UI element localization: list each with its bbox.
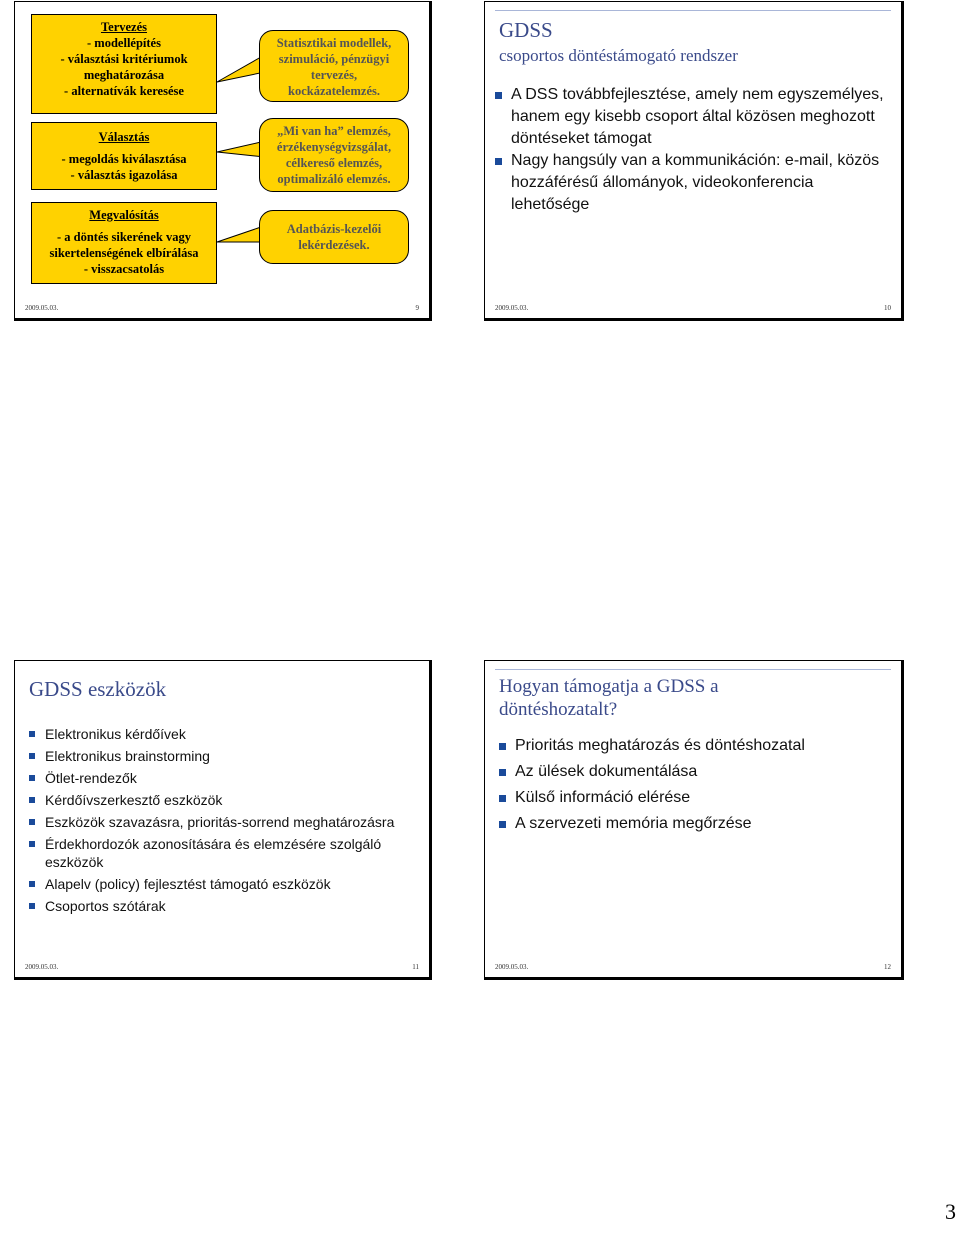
bullet-square-icon xyxy=(29,903,35,909)
slide-date: 2009.05.03. xyxy=(495,304,529,312)
callout-line: kockázatelemzés. xyxy=(288,84,380,98)
bullet-text: A DSS továbbfejlesztése, amely nem egyszemélyes, hanem egy kisebb csoport által közösen meghozott döntéseket támogat xyxy=(511,86,884,147)
list-item xyxy=(27,813,407,831)
callout-what-if xyxy=(259,118,409,192)
bullet-square-icon xyxy=(29,819,35,825)
bullet-text: Elektronikus brainstorming xyxy=(45,748,210,764)
bullet-square-icon xyxy=(499,769,506,776)
list-item xyxy=(27,747,407,765)
bullet-list xyxy=(497,735,887,839)
bullet-list xyxy=(493,84,888,216)
bullet-square-icon xyxy=(495,158,502,165)
slide-12 xyxy=(484,660,904,980)
callout-line: Adatbázis-kezelői xyxy=(286,222,382,236)
bullet-square-icon xyxy=(29,731,35,737)
planning-heading: Tervezés xyxy=(100,20,148,34)
callout-database xyxy=(259,210,409,264)
bullet-text: Alapelv (policy) fejlesztést támogató eszközök xyxy=(45,876,331,892)
planning-line: - választási kritériumok xyxy=(60,52,188,66)
bullet-square-icon xyxy=(499,821,506,828)
bullet-text: Csoportos szótárak xyxy=(45,898,166,914)
bullet-text: Ötlet-rendezők xyxy=(45,770,137,786)
bullet-square-icon xyxy=(29,775,35,781)
bullet-text: Elektronikus kérdőívek xyxy=(45,726,186,742)
callout-line: érzékenységvizsgálat, xyxy=(276,140,392,154)
bullet-square-icon xyxy=(29,797,35,803)
callout-line: optimalizáló elemzés. xyxy=(277,172,391,186)
callout-statistics xyxy=(259,30,409,102)
bullet-text: Külső információ elérése xyxy=(515,789,691,806)
list-item xyxy=(497,787,887,809)
choice-line: - megoldás kiválasztása xyxy=(61,152,187,166)
slide-subtitle: csoportos döntéstámogató rendszer xyxy=(499,46,738,65)
list-item xyxy=(27,897,407,915)
list-item xyxy=(493,150,888,216)
bullet-square-icon xyxy=(29,753,35,759)
bullet-list xyxy=(27,725,407,919)
callout-line: tervezés, xyxy=(310,68,358,82)
list-item xyxy=(27,769,407,787)
callout-line: Statisztikai modellek, xyxy=(276,36,392,50)
title-rule xyxy=(495,669,891,670)
slide-number: 11 xyxy=(412,963,419,971)
slide-date: 2009.05.03. xyxy=(495,963,529,971)
implementation-line: - visszacsatolás xyxy=(83,262,165,276)
bullet-square-icon xyxy=(495,92,502,99)
slide-10 xyxy=(484,1,904,321)
list-item xyxy=(27,725,407,743)
bullet-text: A szervezeti memória megőrzése xyxy=(515,815,752,832)
list-item xyxy=(27,835,407,871)
slide-number: 9 xyxy=(415,304,419,312)
callout-line: célkereső elemzés, xyxy=(285,156,383,170)
slide-date: 2009.05.03. xyxy=(25,304,59,312)
list-item xyxy=(27,791,407,809)
slide-9 xyxy=(14,1,432,321)
callout-line: szimuláció, pénzügyi xyxy=(278,52,390,66)
page-number: 3 xyxy=(945,1199,956,1224)
bullet-text: Nagy hangsúly van a kommunikáción: e-mail, közös hozzáférésű állományok, videokonferencia lehetősége xyxy=(511,152,880,213)
callout-line: lekérdezések. xyxy=(298,238,370,252)
bullet-square-icon xyxy=(499,743,506,750)
bullet-square-icon xyxy=(29,841,35,847)
bullet-text: Prioritás meghatározás és döntéshozatal xyxy=(515,737,805,754)
planning-line: - alternatívák keresése xyxy=(64,84,184,98)
planning-line: meghatározása xyxy=(83,68,165,82)
implementation-line: sikertelenségének elbírálása xyxy=(49,246,199,260)
planning-line: - modellépítés xyxy=(87,36,161,50)
list-item xyxy=(497,813,887,835)
title-rule xyxy=(495,10,891,11)
choice-heading: Választás xyxy=(98,130,150,144)
slide-title: GDSS eszközök xyxy=(29,677,167,701)
bullet-square-icon xyxy=(29,881,35,887)
bullet-square-icon xyxy=(499,795,506,802)
implementation-heading: Megvalósítás xyxy=(89,208,159,222)
slide-title: GDSS xyxy=(499,18,553,42)
callout-line: „Mi van ha” elemzés, xyxy=(277,124,391,138)
list-item xyxy=(497,761,887,783)
slide-number: 10 xyxy=(884,304,891,312)
bullet-text: Érdekhordozók azonosítására és elemzésére szolgáló eszközök xyxy=(45,836,382,870)
list-item xyxy=(493,84,888,150)
slide-date: 2009.05.03. xyxy=(25,963,59,971)
bullet-text: Kérdőívszerkesztő eszközök xyxy=(45,792,223,808)
choice-line: - választás igazolása xyxy=(70,168,178,182)
slide-11 xyxy=(14,660,432,980)
list-item xyxy=(27,875,407,893)
implementation-line: - a döntés sikerének vagy xyxy=(56,230,192,244)
bullet-text: Eszközök szavazásra, prioritás-sorrend meghatározásra xyxy=(45,814,395,830)
list-item xyxy=(497,735,887,757)
slide-number: 12 xyxy=(884,963,891,971)
bullet-text: Az ülések dokumentálása xyxy=(515,763,698,780)
slide-title: Hogyan támogatja a GDSS a döntéshozatalt? xyxy=(499,676,719,720)
